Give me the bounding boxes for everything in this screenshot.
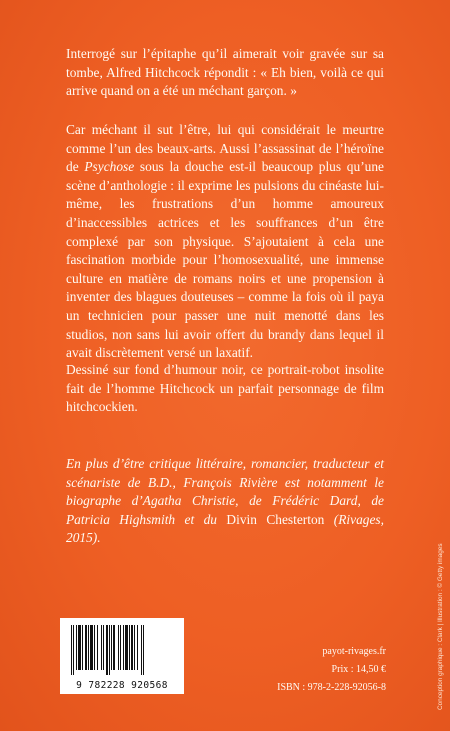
barcode-bar bbox=[76, 625, 77, 670]
main-text-part-b: sous la douche est-il beaucoup plus qu’une scène d’anthologie : il exprime les pulsions du cinéaste lui-même, les frustrations d’un homme amoureux d’inaccessibles actrices et les souffrances d’un être complexé par son physique. S’ajoutaient à cela une fascination morbide pour l’homosexualité, une immense culture en matière de romans noirs et une propension à inventer des blagues douteuses – comme la fois où il paya un technicien pour passer une nuit menotté dans les studios, non sans lui avoir offert du brandy dans lequel il avait discrètement versé un laxatif. bbox=[66, 159, 384, 361]
bio-part-b: (Rivages, 2015). bbox=[66, 511, 384, 546]
barcode-bar bbox=[111, 625, 112, 670]
barcode-bar bbox=[129, 625, 130, 670]
barcode-bar bbox=[85, 625, 87, 670]
barcode-bar bbox=[113, 625, 115, 670]
author-bio bbox=[66, 455, 384, 548]
book-title: Divin Chesterton bbox=[226, 511, 325, 527]
epitaph-text: Interrogé sur l’épitaphe qu’il aimerait voir gravée sur sa tombe, Alfred Hitchcock répondit : « Eh bien, voilà ce qui arrive quand on a été un méchant garçon. » bbox=[66, 46, 384, 99]
film-title: Psychose bbox=[84, 159, 135, 175]
isbn-label: ISBN : 978-2-228-92056-8 bbox=[277, 682, 386, 693]
barcode-bar bbox=[141, 625, 142, 675]
barcode-bar bbox=[82, 625, 83, 670]
barcode-bar bbox=[73, 625, 74, 675]
barcode-bar bbox=[118, 625, 119, 670]
barcode-bar bbox=[120, 625, 121, 670]
main-text bbox=[66, 121, 384, 363]
barcode-bar bbox=[125, 625, 128, 670]
barcode-bar bbox=[109, 625, 110, 675]
main-text-part-a: Car méchant il sut l’être, lui qui considérait le meurtre comme l’un des beaux-arts. Aussi l’assassinat de l’héroïne de bbox=[66, 122, 384, 175]
barcode-bar bbox=[131, 625, 133, 670]
barcode-bar bbox=[94, 625, 95, 670]
barcode-digits: 9 782228 920568 bbox=[76, 680, 168, 691]
barcode-bar bbox=[101, 625, 102, 670]
summary-text: Dessiné sur fond d’humour noir, ce portrait-robot insolite fait de l’homme Hitchcock un parfait personnage de film hitchcockien. bbox=[66, 362, 384, 415]
barcode-bar bbox=[137, 625, 138, 670]
intro-paragraph bbox=[66, 45, 384, 101]
barcode-bar bbox=[123, 625, 124, 670]
barcode-bar bbox=[71, 625, 72, 675]
barcode-bar bbox=[134, 625, 135, 670]
barcode-bars bbox=[70, 625, 174, 675]
barcode-bar bbox=[78, 625, 81, 670]
summary-paragraph bbox=[66, 361, 384, 417]
design-credit: Conception graphique : Clark | Illustration : © Getty images bbox=[437, 543, 444, 710]
barcode-bar bbox=[97, 625, 98, 670]
author-bio-text bbox=[66, 455, 384, 548]
publisher-website: payot-rivages.fr bbox=[322, 646, 386, 657]
barcode-bar bbox=[88, 625, 89, 670]
barcode-bar bbox=[143, 625, 144, 675]
barcode-bar bbox=[106, 625, 108, 675]
barcode-bar bbox=[90, 625, 93, 670]
main-paragraph bbox=[66, 121, 384, 363]
barcode bbox=[60, 618, 184, 694]
barcode-bar bbox=[103, 625, 104, 670]
price-label: Prix : 14,50 € bbox=[331, 664, 386, 675]
bio-part-a: En plus d’être critique littéraire, romancier, traducteur et scénariste de B.D., François Rivière est notamment le biographe d’Agatha Christie, de Frédéric Dard, de Patricia Highsmith et du bbox=[66, 456, 384, 527]
